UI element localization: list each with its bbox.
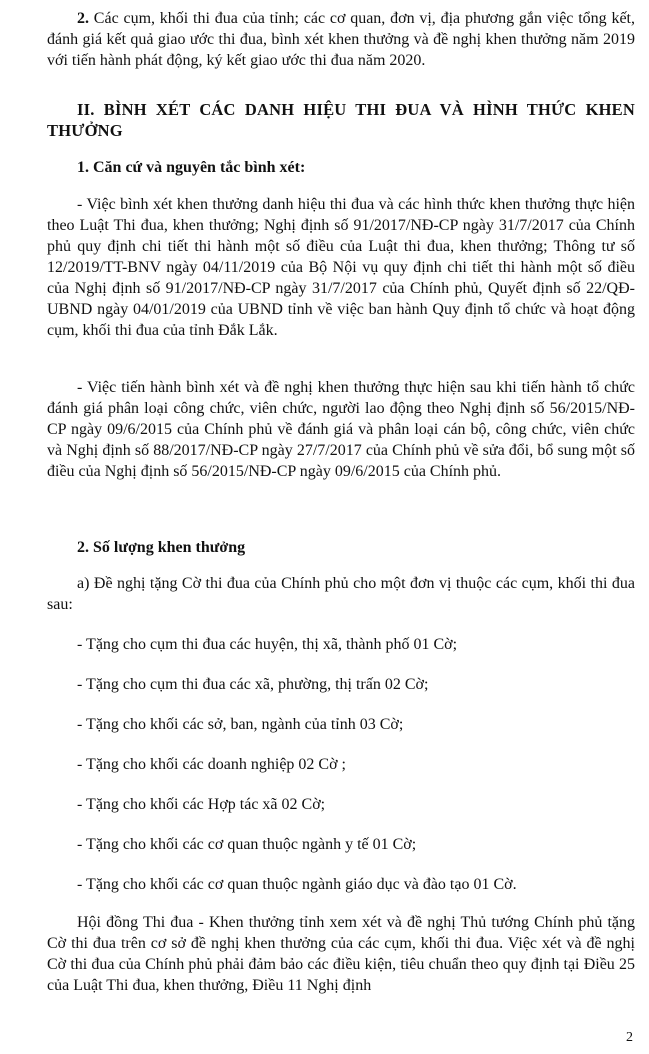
page-number: 2 — [626, 1030, 633, 1045]
paragraph-item-2 — [47, 8, 635, 71]
item-number: 2. — [77, 10, 89, 27]
paragraph-text: Các cụm, khối thi đua của tỉnh; các cơ quan, đơn vị, địa phương gắn việc tổng kết, đánh giá kết quả giao ước thi đua, bình xét khen thưởng và đề nghị khen thưởng năm 2019 với tiến hành phát động, ký kết giao ước thi đua năm 2020. — [47, 10, 635, 69]
list-item: - Tặng cho khối các sở, ban, ngành của tỉnh 03 Cờ; — [77, 716, 404, 733]
list-item: - Tặng cho khối các cơ quan thuộc ngành giáo dục và đào tạo 01 Cờ. — [77, 876, 517, 893]
subheading-2: 2. Số lượng khen thưởng — [77, 539, 246, 556]
paragraph-council: Hội đồng Thi đua - Khen thưởng tỉnh xem xét và đề nghị Thủ tướng Chính phủ tặng Cờ thi đua trên cơ sở đề nghị khen thưởng của các cụm, khối thi đua. Việc xét và đề nghị Cờ thi đua của Chính phủ phải đảm bảo các điều kiện, tiêu chuẩn theo quy định tại Điều 25 của Luật Thi đua, khen thưởng, Điều 11 Nghị định — [47, 914, 635, 994]
paragraph-evaluation: - Việc tiến hành bình xét và đề nghị khen thưởng thực hiện sau khi tiến hành tổ chức đánh giá phân loại công chức, viên chức, người lao động theo Nghị định số 56/2015/NĐ-CP ngày 09/6/2015 của Chính phủ về đánh giá và phân loại cán bộ, công chức, viên chức và Nghị định số 88/2017/NĐ-CP ngày 27/7/2017 của Chính phủ về sửa đổi, bổ sung một số điều của Nghị định số 56/2015/NĐ-CP ngày 09/6/2015 của Chính phủ. — [47, 379, 635, 480]
list-item: - Tặng cho cụm thi đua các huyện, thị xã, thành phố 01 Cờ; — [77, 636, 458, 653]
list-item: - Tặng cho cụm thi đua các xã, phường, thị trấn 02 Cờ; — [77, 676, 429, 693]
section-heading-ii: II. BÌNH XÉT CÁC DANH HIỆU THI ĐUA VÀ HÌNH THỨC KHEN THƯỞNG — [47, 100, 635, 140]
paragraph-legal-basis: - Việc bình xét khen thưởng danh hiệu thi đua và các hình thức khen thưởng thực hiện theo Luật Thi đua, khen thưởng; Nghị định số 91/2017/NĐ-CP ngày 31/7/2017 của Chính phủ quy định chi tiết thi hành một số điều của Luật thi đua, khen thưởng; Thông tư số 12/2019/TT-BNV ngày 04/11/2019 của Bộ Nội vụ quy định chi tiết thi hành một số điều của Nghị định số 91/2017/NĐ-CP ngày 31/7/2017 của Chính phủ, Quyết định số 22/QĐ-UBND ngày 04/01/2019 của UBND tỉnh về việc ban hành Quy định tổ chức và hoạt động cụm, khối thi đua của tỉnh Đắk Lắk. — [47, 196, 635, 339]
list-item: - Tặng cho khối các cơ quan thuộc ngành y tế 01 Cờ; — [77, 836, 417, 853]
paragraph-proposal: a) Đề nghị tặng Cờ thi đua của Chính phủ cho một đơn vị thuộc các cụm, khối thi đua sau: — [47, 575, 635, 613]
list-item: - Tặng cho khối các Hợp tác xã 02 Cờ; — [77, 796, 326, 813]
subheading-1: 1. Căn cứ và nguyên tắc bình xét: — [77, 159, 306, 176]
list-item: - Tặng cho khối các doanh nghiệp 02 Cờ ; — [77, 756, 346, 773]
